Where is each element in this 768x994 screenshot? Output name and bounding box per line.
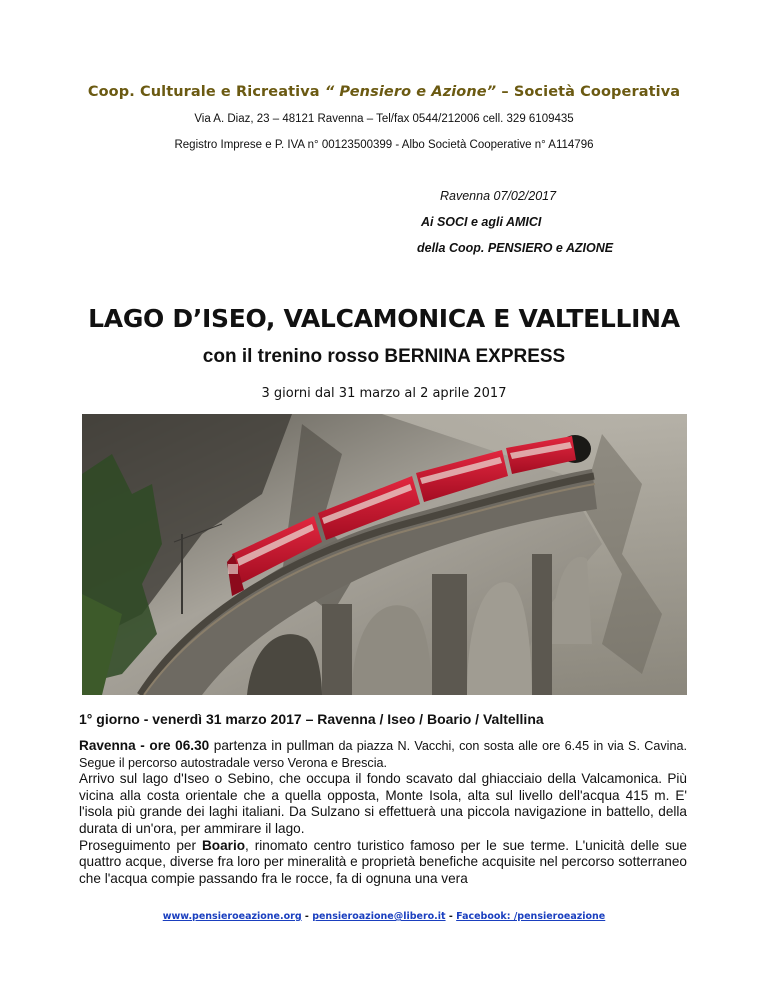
paragraph-departure: Ravenna - ore 06.30 partenza in pullman da piazza N. Vacchi, con sosta alle ore 6.45 in via S. Cavina. Segue il percorso autostradale verso Verona e Brescia. (79, 738, 687, 770)
website-link[interactable]: www.pensieroeazione.org (162, 911, 302, 922)
recipient-line-2: della Coop. PENSIERO e AZIONE (417, 241, 614, 255)
paragraph-boario: Proseguimento per Boario, rinomato centro turistico famoso per le sue terme. L'unicità delle sue quattro acque, diverse fra loro per mineralità e proprietà benefiche acquisite nel percorso sotterraneo che l'acqua compie passando fra le rocce, fa di ognuna una vera (79, 837, 687, 886)
organization-name: Coop. Culturale e Ricreativa “ Pensiero e Azione” – Società Cooperativa (87, 84, 681, 100)
facebook-link[interactable]: Facebook: /pensieroeazione (456, 911, 606, 922)
day-1-heading: 1° giorno - venerdì 31 marzo 2017 – Ravenna / Iseo / Boario / Valtellina (79, 711, 544, 727)
email-link[interactable]: pensieroazione@libero.it (312, 911, 446, 922)
train-viaduct-photo (82, 414, 687, 695)
address-line: Via A. Diaz, 23 – 48121 Ravenna – Tel/fax 0544/212006 cell. 329 6109435 (194, 113, 574, 125)
footer-links: www.pensieroeazione.org - pensieroazione@libero.it - Facebook: /pensieroeazione (162, 911, 606, 922)
registry-line: Registro Imprese e P. IVA n° 00123500399 - Albo Società Cooperative n° A114796 (174, 139, 594, 151)
trip-subtitle: con il trenino rosso BERNINA EXPRESS (202, 346, 566, 367)
trip-title: LAGO D’ISEO, VALCAMONICA E VALTELLINA (88, 304, 680, 333)
recipient-line-1: Ai SOCI e agli AMICI (421, 215, 542, 229)
paragraph-lake-iseo: Arrivo sul lago d'Iseo o Sebino, che occupa il fondo scavato dal ghiacciaio della Valcamonica. Più vicina alla costa orientale che a quella opposta, Monte Isola, alta sul livello dell'acqua 415 m. E' l'isola più grande dei laghi italiani. Da Sulzano si effettuerà una piccola navigazione in battello, della durata di un'ora, per ammirare il lago. (79, 771, 687, 836)
day-1-description (79, 738, 687, 887)
place-date: Ravenna 07/02/2017 (440, 189, 557, 203)
trip-dates: 3 giorni dal 31 marzo al 2 aprile 2017 (261, 386, 507, 401)
